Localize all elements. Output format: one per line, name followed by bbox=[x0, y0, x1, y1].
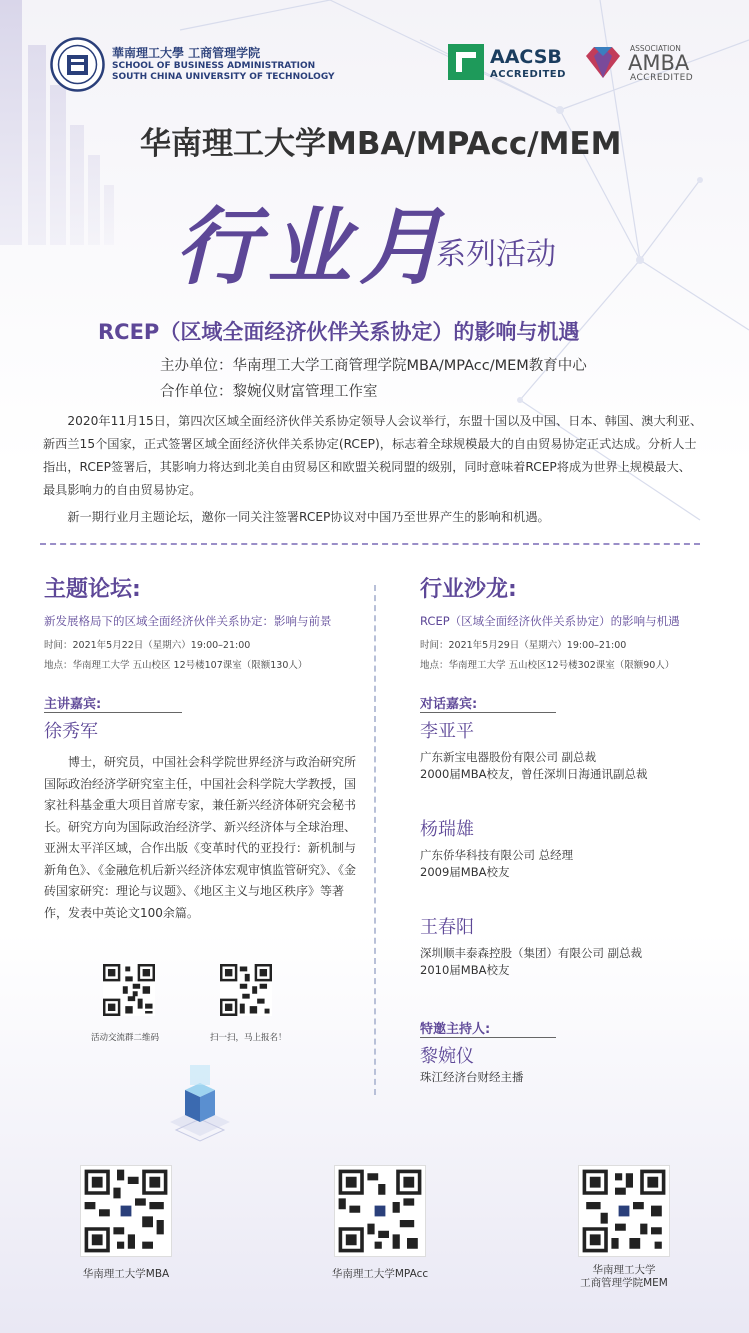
host-unit: 主办单位：华南理工大学工商管理学院MBA/MPAcc/MEM教育中心 bbox=[160, 358, 587, 374]
event-subtitle: RCEP（区域全面经济伙伴关系协定）的影响与机遇 bbox=[98, 320, 580, 344]
guest-title: 广东新宝电器股份有限公司 副总裁 bbox=[420, 750, 597, 764]
guest-title: 深圳顺丰泰森控股（集团）有限公司 副总裁 bbox=[420, 946, 643, 960]
big-title: 行业月 bbox=[175, 197, 452, 296]
moderator-name: 黎婉仪 bbox=[420, 1046, 474, 1067]
guests-label: 对话嘉宾: bbox=[420, 693, 556, 713]
main-title: 华南理工大学MBA/MPAcc/MEM bbox=[140, 126, 622, 162]
salon-topic: RCEP（区域全面经济伙伴关系协定）的影响与机遇 bbox=[420, 614, 680, 628]
group-qr-caption: 活动交流群二维码 bbox=[91, 1033, 160, 1043]
mpacc-qr-caption: 华南理工大学MPAcc bbox=[331, 1268, 429, 1280]
amba-text: AMBA bbox=[628, 51, 690, 75]
aacsb-text: AACSB bbox=[490, 46, 562, 68]
series-label: 系列活动 bbox=[436, 237, 556, 272]
guest-name: 王春阳 bbox=[420, 917, 474, 938]
aacsb-accredited: ACCREDITED bbox=[490, 69, 566, 80]
school-logo bbox=[50, 37, 105, 96]
school-name-en-1: SCHOOL OF BUSINESS ADMINISTRATION bbox=[112, 61, 316, 71]
guest-alumni: 2000届MBA校友，曾任深圳日海通讯副总裁 bbox=[420, 767, 648, 781]
column-divider bbox=[374, 585, 376, 1095]
partner-unit: 合作单位：黎婉仪财富管理工作室 bbox=[160, 384, 378, 400]
mba-qr-caption: 华南理工大学MBA bbox=[82, 1268, 170, 1280]
guest-title: 广东侨华科技有限公司 总经理 bbox=[420, 848, 574, 862]
speaker-bio: 博士，研究员，中国社会科学院世界经济与政治研究所国际政治经济学研究室主任，中国社会科学院大学教授，国家社科基金重大项目首席专家，兼任新兴经济体研究会秘书长。研究方向为国际政治经济学、新兴经济体与全球治理、亚洲太平洋区域，合作出版《变革时代的亚投行：新机制与新角色》、《金融危机后新兴经济体宏观审慎监管研究》、《金砖国家研究：理论与议题》、《地区主义与地区秩序》等著作，发表中英论文100余篇。 bbox=[44, 755, 357, 920]
mem-qr-code[interactable] bbox=[578, 1165, 670, 1257]
forum-time: 时间：2021年5月22日（星期六）19:00–21:00 bbox=[44, 640, 251, 651]
mem-qr-caption-2: 工商管理学院MEM bbox=[580, 1277, 668, 1289]
school-name bbox=[112, 44, 335, 83]
forum-topic: 新发展格局下的区域全面经济伙伴关系协定：影响与前景 bbox=[44, 614, 332, 628]
moderator-label: 特邀主持人: bbox=[420, 1018, 556, 1038]
mpacc-qr-code[interactable] bbox=[334, 1165, 426, 1257]
section-divider bbox=[40, 543, 700, 545]
guest-alumni: 2010届MBA校友 bbox=[420, 963, 510, 977]
signup-qr-code[interactable] bbox=[220, 964, 272, 1020]
qr-code-icon bbox=[220, 964, 272, 1016]
signup-qr-caption: 扫一扫，马上报名！ bbox=[210, 1033, 287, 1043]
school-emblem-icon bbox=[50, 37, 105, 92]
qr-code-icon bbox=[103, 964, 155, 1016]
qr-code-icon bbox=[81, 1166, 171, 1256]
guest-name: 李亚平 bbox=[420, 721, 474, 742]
amba-accredited: ACCREDITED bbox=[630, 73, 694, 83]
guest-alumni: 2009届MBA校友 bbox=[420, 865, 510, 879]
qr-code-icon bbox=[335, 1166, 425, 1256]
group-qr-code[interactable] bbox=[103, 964, 155, 1020]
amba-association: ASSOCIATION bbox=[630, 44, 681, 53]
aacsb-mark-icon bbox=[448, 44, 484, 80]
mem-qr-caption-1: 华南理工大学 bbox=[592, 1264, 656, 1276]
amba-diamond-icon bbox=[584, 44, 622, 80]
school-name-en-2: SOUTH CHINA UNIVERSITY OF TECHNOLOGY bbox=[112, 72, 335, 82]
speaker-label: 主讲嘉宾: bbox=[44, 693, 182, 713]
forum-place: 地点：华南理工大学 五山校区 12号楼107课室（限额130人） bbox=[44, 660, 308, 671]
intro-invitation: 新一期行业月主题论坛，邀你一同关注签署RCEP协议对中国乃至世界产生的影响和机遇。 bbox=[67, 510, 550, 524]
salon-heading: 行业沙龙: bbox=[420, 577, 517, 602]
server-illustration-icon bbox=[160, 1060, 240, 1150]
mba-qr-code[interactable] bbox=[80, 1165, 172, 1257]
speaker-name: 徐秀军 bbox=[44, 721, 98, 742]
qr-code-icon bbox=[579, 1166, 669, 1256]
salon-time: 时间：2021年5月29日（星期六）19:00–21:00 bbox=[420, 640, 627, 651]
moderator-title: 珠江经济台财经主播 bbox=[420, 1070, 524, 1084]
school-name-cn: 華南理工大學 工商管理学院 bbox=[112, 46, 261, 60]
intro-paragraph: 2020年11月15日，第四次区域全面经济伙伴关系协定领导人会议举行，东盟十国以及中国、日本、韩国、澳大利亚、新西兰15个国家，正式签署区域全面经济伙伴关系协定(RCEP)，标志着全球规模最大的自由贸易协定正式达成。分析人士指出，RCEP签署后，其影响力将达到北美自由贸易区和欧盟关税同盟的级别，同时意味着RCEP将成为世界上规模最大、最具影响力的自由贸易协定。 bbox=[43, 414, 703, 497]
guest-name: 杨瑞雄 bbox=[420, 819, 474, 840]
salon-place: 地点：华南理工大学 五山校区12号楼302课室（限额90人） bbox=[420, 660, 675, 671]
forum-heading: 主题论坛: bbox=[44, 577, 141, 602]
